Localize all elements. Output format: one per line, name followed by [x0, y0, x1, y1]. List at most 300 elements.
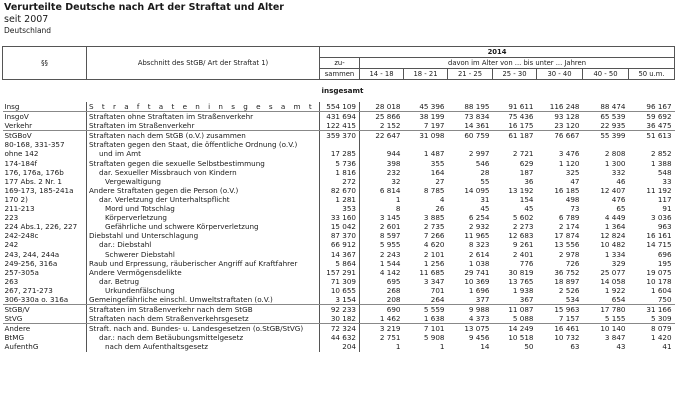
section-row: [3, 80, 675, 103]
row-age-value: 1 938: [512, 285, 534, 295]
table-row: [3, 324, 675, 334]
row-code: 267, 271-273: [3, 286, 87, 295]
row-age-value: 1 462: [360, 314, 404, 324]
row-age-value: 4 620: [423, 240, 445, 250]
row-age-value: 6 789: [558, 213, 580, 223]
row-age-value: 1: [439, 342, 445, 352]
row-age-value: 2 852: [650, 149, 672, 159]
row-age-value: 14 249: [508, 324, 534, 334]
row-age-value: 8 785: [423, 185, 445, 195]
row-description: Straftaten im Straßenverkehr nach dem StGB: [87, 305, 320, 315]
report-title: Verurteilte Deutsche nach Art der Straftat und Alter: [4, 2, 284, 13]
table-row: [3, 121, 675, 131]
row-description: Straftaten gegen die sexuelle Selbstbestimmung: [87, 159, 320, 168]
row-total: 72 324: [320, 324, 360, 334]
header-age-6: 50 u.m.: [629, 69, 675, 80]
row-age-value: 61 187: [508, 131, 534, 141]
row-age-value: 88 474: [583, 102, 629, 112]
row-age-value: 2 152: [360, 121, 404, 131]
row-age-value: 65: [616, 204, 626, 214]
row-age-value: 93 128: [554, 112, 580, 122]
row-age-value: 8: [395, 204, 401, 214]
row-age-value: 17 874: [554, 231, 580, 241]
row-age-value: 2 932: [468, 222, 490, 232]
row-age-value: 187: [519, 167, 534, 177]
row-age-value: 4 449: [604, 213, 626, 223]
row-age-value: 41: [662, 342, 672, 352]
table-row: [3, 259, 675, 268]
row-age-value: 60 759: [464, 131, 490, 141]
row-age-value: 31 098: [419, 131, 445, 141]
row-age-value: 7 197: [404, 121, 448, 131]
row-age-value: 332: [611, 167, 626, 177]
table-row: [3, 305, 675, 315]
row-age-value: 2 751: [379, 333, 401, 343]
table-row: [3, 204, 675, 213]
row-total: 33 160: [320, 213, 360, 222]
row-code: 242: [3, 240, 87, 249]
row-age-value: 164: [430, 167, 445, 177]
row-total: 3 154: [320, 295, 360, 305]
table-row: [3, 213, 675, 222]
row-code: StVG: [3, 314, 87, 324]
table-body: [3, 80, 675, 352]
row-age-value: 398: [386, 158, 401, 168]
row-age-value: 32: [391, 176, 401, 186]
row-total: 14 367: [320, 250, 360, 259]
row-age-value: 3 145: [379, 213, 401, 223]
row-age-value: 9 988: [468, 305, 490, 315]
row-age-value: 1 544: [379, 258, 401, 268]
row-age-value: 8 323: [468, 240, 490, 250]
row-description: Diebstahl und Unterschlagung: [87, 231, 320, 240]
row-age-value: 14: [480, 342, 490, 352]
row-description: Raub und Erpressung, räuberischer Angriff auf Kraftfahrer: [87, 259, 320, 268]
row-age-value: 3 885: [423, 213, 445, 223]
row-description: Gefährliche und schwere Körperverletzung: [87, 222, 320, 231]
row-code: 243, 244, 244a: [3, 250, 87, 259]
row-age-value: 7 101: [423, 324, 445, 334]
row-age-value: 377: [448, 295, 493, 305]
row-age-value: 4 373: [448, 314, 493, 324]
row-age-value: 5 155: [583, 314, 629, 324]
row-age-value: 13 192: [508, 185, 534, 195]
row-code: StGB/V: [3, 305, 87, 315]
row-age-value: 3 476: [558, 149, 580, 159]
row-age-value: 1 696: [468, 285, 490, 295]
row-code: Insg: [3, 102, 87, 112]
row-age-value: [629, 140, 675, 149]
row-age-value: 2 401: [512, 249, 534, 259]
table-row: [3, 222, 675, 231]
row-age-value: 8 079: [650, 324, 672, 334]
row-description: Straftaten nach dem Straßenverkehrsgesetz: [87, 314, 320, 324]
row-description: Straftaten gegen den Staat, die öffentliche Ordnung (o.V.): [87, 140, 320, 149]
row-age-value: 2 601: [379, 222, 401, 232]
row-age-value: 2 243: [379, 249, 401, 259]
row-description: dar. Verletzung der Unterhaltspflicht: [87, 195, 320, 204]
row-age-value: 19 075: [646, 267, 672, 277]
row-age-value: 4 142: [379, 267, 401, 277]
row-age-value: 33: [662, 176, 672, 186]
row-age-value: 10 482: [600, 240, 626, 250]
row-age-value: 701: [430, 285, 445, 295]
row-age-value: 10 140: [600, 324, 626, 334]
row-description: und im Amt: [87, 149, 320, 158]
row-age-value: 2 735: [423, 222, 445, 232]
row-code: 177 Abs. 2 Nr. 1: [3, 177, 87, 186]
table-row: [3, 295, 675, 305]
row-age-value: 50: [524, 342, 534, 352]
row-age-value: 1 038: [468, 258, 490, 268]
row-total: 157 291: [320, 268, 360, 277]
row-code: 80-168, 331-357: [3, 140, 87, 149]
header-row-year: [3, 47, 675, 58]
row-age-value: 16 461: [554, 324, 580, 334]
row-age-value: 6 254: [468, 213, 490, 223]
row-age-value: 16 175: [493, 121, 537, 131]
row-age-value: 2 997: [468, 149, 490, 159]
row-description: dar. Betrug: [87, 277, 320, 286]
row-age-value: 13 556: [554, 240, 580, 250]
row-age-value: 5 559: [423, 305, 445, 315]
row-total: 17 285: [320, 149, 360, 158]
row-code: 169-173, 185-241a: [3, 186, 87, 195]
row-code: BtMG: [3, 333, 87, 342]
row-age-value: 7 157: [537, 314, 583, 324]
row-age-value: 1 420: [650, 333, 672, 343]
row-age-value: 73: [570, 204, 580, 214]
row-age-value: 13 075: [464, 324, 490, 334]
header-age-4: 30 - 40: [537, 69, 583, 80]
row-age-value: 51 613: [646, 131, 672, 141]
row-age-value: 5 309: [629, 314, 675, 324]
row-age-value: 45 396: [404, 102, 448, 112]
table-row: [3, 268, 675, 277]
row-total: 66 912: [320, 240, 360, 249]
row-total: 10 655: [320, 286, 360, 295]
row-age-value: 25 866: [375, 112, 401, 122]
row-age-value: 28 018: [360, 102, 404, 112]
row-age-value: 696: [657, 249, 672, 259]
table-row: [3, 195, 675, 204]
row-description: Mord und Totschlag: [87, 204, 320, 213]
row-age-value: 534: [537, 295, 583, 305]
row-age-value: 16 161: [646, 231, 672, 241]
row-total: 359 370: [320, 131, 360, 141]
row-total: 5 864: [320, 259, 360, 268]
row-age-value: 1 364: [604, 222, 626, 232]
row-code: Verkehr: [3, 121, 87, 131]
row-age-value: 476: [611, 194, 626, 204]
row-description: Straftaten ohne Straftaten im Straßenverkehr: [87, 112, 320, 122]
row-age-value: 2 614: [468, 249, 490, 259]
row-age-value: 2 721: [512, 149, 534, 159]
section-label: insgesamt: [321, 86, 364, 95]
row-age-value: 5 088: [493, 314, 537, 324]
row-age-value: 16 185: [554, 185, 580, 195]
row-age-value: 63: [570, 342, 580, 352]
report-header: [4, 2, 284, 36]
row-age-value: 548: [657, 167, 672, 177]
row-age-value: 76 667: [554, 131, 580, 141]
table-row: [3, 231, 675, 240]
row-total: 353: [320, 204, 360, 213]
table-row: [3, 240, 675, 249]
row-age-value: 329: [611, 258, 626, 268]
row-description: nach dem Aufenthaltsgesetz: [87, 342, 320, 351]
row-age-value: 13 765: [508, 276, 534, 286]
header-age-0: 14 - 18: [360, 69, 404, 80]
row-age-value: 367: [493, 295, 537, 305]
row-total: 122 415: [320, 121, 360, 131]
row-age-value: 1 120: [558, 158, 580, 168]
header-age-5: 40 - 50: [583, 69, 629, 80]
row-age-value: 6 814: [379, 185, 401, 195]
row-age-value: 27: [435, 176, 445, 186]
table-row: [3, 314, 675, 324]
row-age-value: 1 300: [604, 158, 626, 168]
row-age-value: 14 361: [448, 121, 493, 131]
row-age-value: 12 824: [600, 231, 626, 241]
row-age-value: 36 475: [629, 121, 675, 131]
row-description: Straftaten im Straßenverkehr: [87, 121, 320, 131]
row-age-value: 3 847: [604, 333, 626, 343]
row-age-value: [493, 140, 537, 149]
row-age-value: 45: [524, 204, 534, 214]
row-age-value: 4: [439, 194, 445, 204]
row-age-value: 25 077: [600, 267, 626, 277]
row-age-value: 498: [565, 194, 580, 204]
report-region: Deutschland: [4, 26, 52, 35]
row-age-value: 12 683: [508, 231, 534, 241]
row-age-value: 14 095: [464, 185, 490, 195]
row-age-value: 36: [524, 176, 534, 186]
row-description: Straftaten nach dem StGB (o.V.) zusammen: [87, 131, 320, 141]
row-code: 174-184f: [3, 159, 87, 168]
row-age-value: 14 058: [600, 276, 626, 286]
row-age-value: 1 487: [423, 149, 445, 159]
row-age-value: 629: [519, 158, 534, 168]
header-total-a: zu-: [320, 58, 360, 69]
row-age-value: 55: [480, 176, 490, 186]
row-age-value: 22 935: [583, 121, 629, 131]
row-age-value: 7 266: [423, 231, 445, 241]
row-total: 30 182: [320, 314, 360, 324]
row-age-value: 28: [480, 167, 490, 177]
table-row: [3, 277, 675, 286]
table-row: [3, 333, 675, 342]
row-total: 272: [320, 177, 360, 186]
row-age-value: 18 897: [554, 276, 580, 286]
row-code: ohne 142: [3, 149, 87, 158]
row-age-value: 1 922: [604, 285, 626, 295]
row-code: 176, 176a, 176b: [3, 168, 87, 177]
row-age-value: 73 834: [464, 112, 490, 122]
row-total: 5 736: [320, 159, 360, 168]
header-total-b: sammen: [320, 69, 360, 80]
row-age-value: 22 647: [375, 131, 401, 141]
row-age-value: 26: [435, 204, 445, 214]
row-description: Vergewaltigung: [87, 177, 320, 186]
row-description: Urkundenfälschung: [87, 286, 320, 295]
table-row: [3, 140, 675, 149]
row-total: 15 042: [320, 222, 360, 231]
statistics-table: [2, 46, 675, 352]
row-code: 170 2): [3, 195, 87, 204]
row-age-value: 43: [616, 342, 626, 352]
row-age-value: 546: [475, 158, 490, 168]
row-age-value: 695: [386, 276, 401, 286]
row-age-value: 2 174: [558, 222, 580, 232]
row-description: Schwerer Diebstahl: [87, 250, 320, 259]
row-age-value: 1 388: [650, 158, 672, 168]
row-age-value: 29 741: [464, 267, 490, 277]
row-age-value: 963: [657, 222, 672, 232]
row-age-value: 1 256: [423, 258, 445, 268]
row-age-value: 232: [386, 167, 401, 177]
row-age-value: 3 036: [650, 213, 672, 223]
row-age-value: 654: [583, 295, 629, 305]
row-description: S t r a f t a t e n i n s g e s a m t: [87, 102, 320, 112]
row-age-value: 3 347: [423, 276, 445, 286]
row-total: 431 694: [320, 112, 360, 122]
row-age-value: 5 908: [423, 333, 445, 343]
row-age-value: 10 178: [646, 276, 672, 286]
row-age-value: 3 219: [379, 324, 401, 334]
row-age-value: 91: [662, 204, 672, 214]
row-age-value: 91 611: [493, 102, 537, 112]
table-row: [3, 186, 675, 195]
row-age-value: 55 399: [600, 131, 626, 141]
row-description: dar. Sexueller Missbrauch von Kindern: [87, 168, 320, 177]
row-age-value: [537, 140, 583, 149]
row-description: Straft. nach and. Bundes- u. Landesgesetzen (o.StGB/StVG): [87, 324, 320, 334]
row-code: InsgoV: [3, 112, 87, 122]
row-age-value: 31: [480, 194, 490, 204]
row-total: 554 109: [320, 102, 360, 112]
row-age-value: 268: [386, 285, 401, 295]
row-description: dar.: nach dem Betäubungsmittelgesetz: [87, 333, 320, 342]
row-age-value: 88 195: [448, 102, 493, 112]
header-year: 2014: [320, 47, 675, 58]
row-age-value: [583, 140, 629, 149]
row-age-value: 30 819: [508, 267, 534, 277]
row-age-value: 2 808: [604, 149, 626, 159]
row-age-value: 2 101: [423, 249, 445, 259]
row-code: AufenthG: [3, 342, 87, 351]
row-age-value: 5 955: [379, 240, 401, 250]
row-total: 71 309: [320, 277, 360, 286]
row-age-value: 154: [519, 194, 534, 204]
row-age-value: 9 456: [468, 333, 490, 343]
table-row: [3, 168, 675, 177]
row-age-value: 690: [386, 305, 401, 315]
row-total: 204: [320, 342, 360, 351]
row-age-value: 11 087: [508, 305, 534, 315]
row-age-value: 12 407: [600, 185, 626, 195]
row-age-value: 776: [519, 258, 534, 268]
row-total: 92 233: [320, 305, 360, 315]
row-age-value: 36 752: [554, 267, 580, 277]
row-total: 44 632: [320, 333, 360, 342]
row-age-value: 726: [565, 258, 580, 268]
row-age-value: 59 692: [646, 112, 672, 122]
row-age-value: 45: [480, 204, 490, 214]
row-code: StGBoV: [3, 131, 87, 141]
row-age-value: 75 436: [508, 112, 534, 122]
row-age-value: 117: [657, 194, 672, 204]
row-description: dar.: Diebstahl: [87, 240, 320, 249]
row-age-value: 1 334: [604, 249, 626, 259]
row-total: 1 281: [320, 195, 360, 204]
row-code: 263: [3, 277, 87, 286]
row-age-value: 750: [629, 295, 675, 305]
row-age-value: 15 963: [554, 305, 580, 315]
row-age-value: 1 638: [404, 314, 448, 324]
row-code: 224 Abs.1, 226, 227: [3, 222, 87, 231]
row-age-value: [360, 140, 404, 149]
row-age-value: 264: [404, 295, 448, 305]
row-total: [320, 140, 360, 149]
row-total: 87 370: [320, 231, 360, 240]
row-age-value: 1: [395, 194, 401, 204]
row-age-value: 65 539: [600, 112, 626, 122]
row-age-value: 10 369: [464, 276, 490, 286]
table-row: [3, 102, 675, 112]
row-total: 82 670: [320, 186, 360, 195]
header-age-3: 25 - 30: [493, 69, 537, 80]
row-age-value: 1: [395, 342, 401, 352]
row-code: 257-305a: [3, 268, 87, 277]
table-row: [3, 149, 675, 158]
header-age-span: davon im Alter von ... bis unter ... Jahren: [360, 58, 675, 69]
row-age-value: 8 597: [379, 231, 401, 241]
row-code: Andere: [3, 324, 87, 334]
row-age-value: 96 167: [629, 102, 675, 112]
row-age-value: 14 715: [646, 240, 672, 250]
row-description: Andere Vermögensdelikte: [87, 268, 320, 277]
header-age-1: 18 - 21: [404, 69, 448, 80]
row-age-value: 195: [657, 258, 672, 268]
row-age-value: 23 120: [537, 121, 583, 131]
row-age-value: 116 248: [537, 102, 583, 112]
header-description: Abschnitt des StGB/ Art der Straftat 1): [87, 47, 320, 80]
table-row: [3, 159, 675, 168]
row-age-value: 2 273: [512, 222, 534, 232]
table-row: [3, 342, 675, 351]
row-code: 211-213: [3, 204, 87, 213]
row-age-value: 38 199: [419, 112, 445, 122]
row-code: 306-330a o. 316a: [3, 295, 87, 305]
row-age-value: 11 965: [464, 231, 490, 241]
table-row: [3, 112, 675, 122]
row-description: Gemeingefährliche einschl. Umweltstraftaten (o.V.): [87, 295, 320, 305]
row-age-value: [448, 140, 493, 149]
row-age-value: 944: [386, 149, 401, 159]
row-total: 1 816: [320, 168, 360, 177]
row-age-value: 10 518: [508, 333, 534, 343]
report-subtitle: seit 2007: [4, 14, 49, 25]
row-age-value: 355: [430, 158, 445, 168]
row-age-value: 47: [570, 176, 580, 186]
row-age-value: 10 732: [554, 333, 580, 343]
row-age-value: 2 526: [558, 285, 580, 295]
row-age-value: 325: [565, 167, 580, 177]
row-age-value: 9 261: [512, 240, 534, 250]
row-age-value: 5 602: [512, 213, 534, 223]
row-age-value: 31 166: [646, 305, 672, 315]
